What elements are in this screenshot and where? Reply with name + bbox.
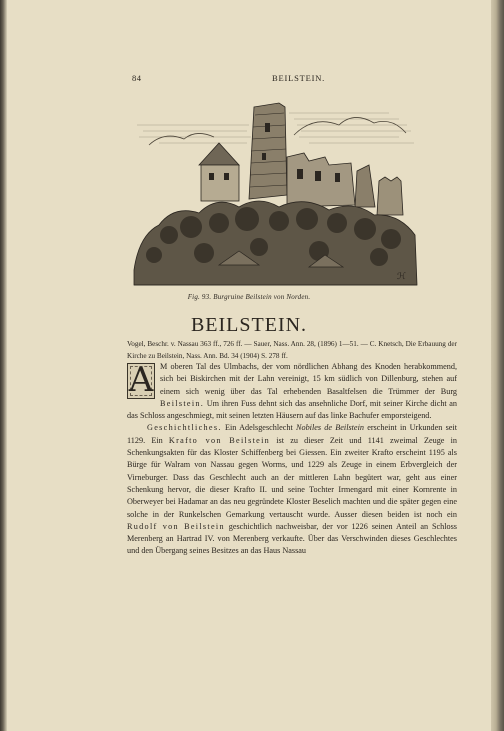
section-heading-history: Geschichtliches.: [147, 423, 222, 433]
bibliographic-references: Vogel, Beschr. v. Nassau 363 ff., 726 ff. — Sauer, Nass. Ann. 28, (1896) 1—51. — C. Knetsch, Die Erbauung der Kirche zu Beilstein, Nass. Ann. Bd. 34 (1904) S. 278 ff.: [127, 340, 457, 360]
history-text-c: ist zu dieser Zeit und 1141 zweimal Zeuge in Schenkungsakten für das Kloster Schiffenberg bei Giessen. Ein zweiter Krafto erscheint 1195 als Bürge für Walram von Nassau gegen Worms, und 1229 als Zeuge in einem Erbvergleich der Virneburger. Dass das Geschlecht auch an der mittleren Lahn begütert war, geht aus einer Schenkung hervor, die dieser Krafto II. und seine Tochter Irmengard mit einer Kornrente in Oberweyer bei Hadamar an das neu gegründete Kloster Beselich machten und die später gegen eine solche in der Runkelschen Gemarkung vertauscht wurde. Ausser diesen beiden ist noch ein: [127, 435, 458, 519]
page-title: BEILSTEIN.: [190, 314, 308, 336]
intro-text-start: M oberen Tal des Ulmbachs, der vom nördlichen Abhang des Knoden herabkommend, sich bei Biskirchen mit der Lahn vereinigt, 15 km südlich von Dillenburg, stehen auf einem sich wenig über das Tal erhebenden Basaltfelsen die Trümmer der Burg: [160, 362, 457, 396]
rudolf-name: Rudolf von Beilstein: [127, 521, 225, 531]
castle-ruin-engraving: [129, 95, 419, 290]
krafto-name: Krafto von Beilstein: [168, 435, 271, 445]
paragraph-history: [127, 422, 457, 557]
history-text-b: erscheint in Urkunden seit 1129. Ein: [127, 423, 457, 445]
paragraph-intro: [127, 361, 457, 422]
history-text-d: geschichtlich nachweisbar, der vor 1226 seinen Anteil an Schloss Merenberg an Hartrad IV. von Merenberg verkaufte. Über das Verschwinden dieses Geschlechtes und den Übergang seines Besitzes an das Haus Nassau: [127, 521, 457, 556]
dropcap-initial: [127, 360, 155, 400]
page-header: [7, 73, 491, 87]
page-number: 84: [132, 73, 142, 83]
svg-text:ℋ: ℋ: [397, 272, 406, 282]
nobiles-name: Nobiles de Beilstein: [296, 423, 364, 433]
intro-text-end: Um ihren Fuss dehnt sich das ansehnliche Dorf, mit seiner Kirche dicht an das Schloss angeschmiegt, mit seinen letzten Häusern auf das linke Bachufer emporsteigend.: [127, 398, 457, 421]
history-text-a: Ein Adelsgeschlecht: [221, 423, 297, 433]
book-page: [7, 0, 491, 731]
figure-caption: Fig. 93. Burgruine Beilstein von Norden.: [187, 293, 311, 301]
castle-name: Beilstein.: [160, 398, 205, 408]
dropcap-letter: A: [128, 360, 154, 400]
running-head: BEILSTEIN.: [272, 73, 326, 83]
body-text: [127, 361, 457, 558]
